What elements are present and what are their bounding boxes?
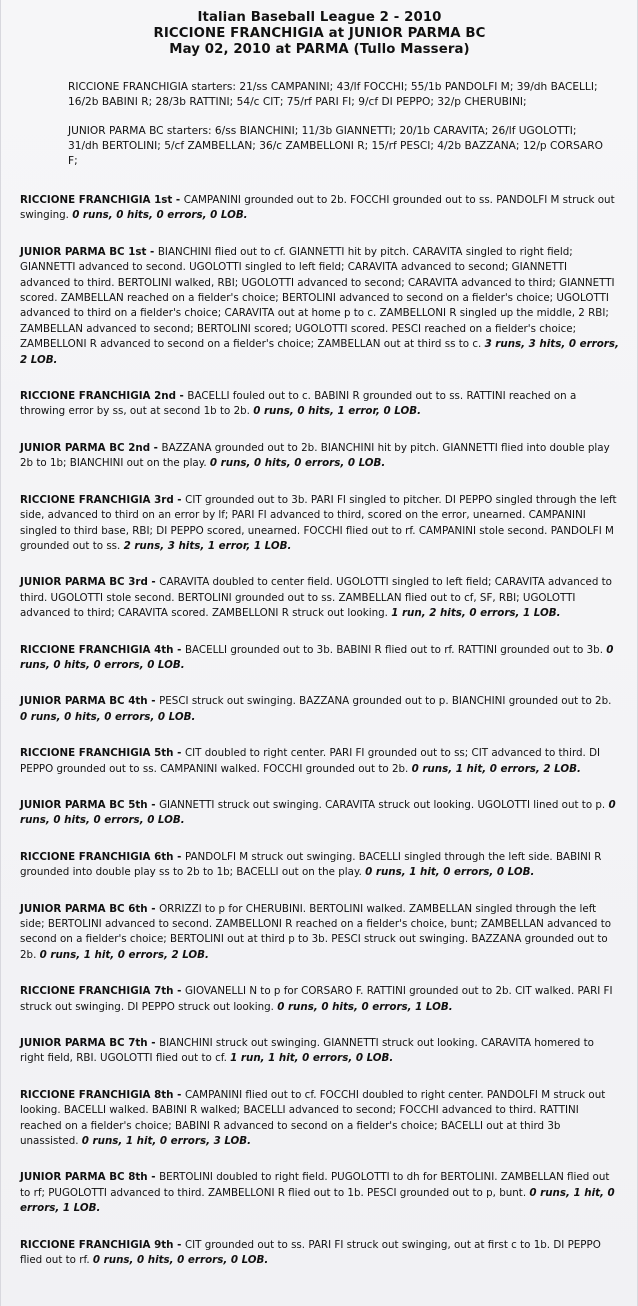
- inning-plays: PANDOLFI M struck out swinging. BACELLI singled through the left side. BABINI R grounded into double play ss to 2b to 1b; BACELLI out on the play.: [20, 850, 602, 879]
- inning-plays: CARAVITA doubled to center field. UGOLOTTI singled to left field; CARAVITA advanced to third. UGOLOTTI stole second. BERTOLINI grounded out to ss. ZAMBELLAN flied out to cf, SF, RBI; UGOLOTTI advanced to third; CARAVITA scored. ZAMBELLONI R struck out looking.: [20, 576, 612, 620]
- inning-summary: 0 runs, 1 hit, 0 errors, 3 LOB.: [81, 1135, 252, 1148]
- inning-label: RICCIONE FRANCHIGIA 5th -: [20, 747, 185, 760]
- matchup-title: RICCIONE FRANCHIGIA at JUNIOR PARMA BC: [153, 26, 486, 41]
- date-venue: May 02, 2010 at PARMA (Tullo Massera): [169, 42, 470, 57]
- inning-plays: BERTOLINI doubled to right field. PUGOLOTTI to dh for BERTOLINI. ZAMBELLAN flied out to rf; PUGOLOTTI advanced to third. ZAMBELLONI R flied out to 1b. PESCI grounded out to p, bunt.: [20, 1171, 610, 1199]
- inning-label: RICCIONE FRANCHIGIA 7th -: [20, 985, 185, 998]
- inning-plays: BIANCHINI struck out swinging. GIANNETTI struck out looking. CARAVITA homered to right field, RBI. UGOLOTTI flied out to cf.: [20, 1037, 594, 1065]
- inning-summary: 0 runs, 0 hits, 0 errors, 0 LOB.: [92, 1254, 269, 1267]
- inning-plays: CAMPANINI flied out to cf. FOCCHI doubled to right center. PANDOLFI M struck out looking. BACELLI walked. BABINI R walked; BACELLI advanced to second; FOCCHI advanced to third. RATTINI reached on a fielder's choice; BABINI R advanced to second on a fielder's choice; BACELLI out at third 3b unassisted.: [20, 1088, 606, 1148]
- inning-summary: 0 runs, 1 hit, 0 errors, 1 LOB.: [20, 1186, 615, 1215]
- inning-entry: [20, 850, 619, 881]
- inning-entry: [20, 694, 619, 725]
- inning-entry: [20, 798, 619, 829]
- inning-summary: 0 runs, 0 hits, 1 error, 0 LOB.: [253, 405, 421, 418]
- inning-summary: 3 runs, 3 hits, 0 errors, 2 LOB.: [20, 338, 619, 366]
- inning-entry: [20, 245, 619, 368]
- inning-summary: 0 runs, 0 hits, 0 errors, 0 LOB.: [20, 798, 616, 827]
- inning-label: RICCIONE FRANCHIGIA 8th -: [20, 1088, 185, 1101]
- inning-entry: [20, 575, 619, 621]
- inning-label: RICCIONE FRANCHIGIA 4th -: [20, 643, 185, 656]
- inning-plays: BACELLI fouled out to c. BABINI R grounded out to ss. RATTINI reached on a throwing error by ss, out at second 1b to 2b.: [20, 390, 577, 418]
- inning-summary: 0 runs, 1 hit, 0 errors, 2 LOB.: [411, 762, 581, 775]
- inning-label: JUNIOR PARMA BC 2nd -: [20, 441, 162, 454]
- inning-summary: 1 run, 2 hits, 0 errors, 1 LOB.: [391, 607, 561, 620]
- inning-entry: [20, 1036, 619, 1067]
- inning-plays: CIT doubled to right center. PARI FI grounded out to ss; CIT advanced to third. DI PEPPO grounded out to ss. CAMPANINI walked. FOCCHI grounded out to 2b.: [20, 747, 601, 775]
- inning-label: RICCIONE FRANCHIGIA 3rd -: [20, 493, 186, 506]
- play-by-play: [20, 193, 619, 1269]
- inning-label: RICCIONE FRANCHIGIA 9th -: [20, 1238, 185, 1251]
- inning-entry: [20, 1170, 619, 1216]
- inning-entry: [20, 746, 619, 777]
- inning-plays: GIOVANELLI N to p for CORSARO F. RATTINI grounded out to 2b. CIT walked. PARI FI struck out swinging. DI PEPPO struck out looking.: [20, 985, 613, 1013]
- inning-entry: [20, 389, 619, 420]
- inning-summary: 0 runs, 0 hits, 0 errors, 0 LOB.: [72, 209, 248, 222]
- inning-plays: CAMPANINI grounded out to 2b. FOCCHI grounded out to ss. PANDOLFI M struck out swinging.: [20, 194, 615, 222]
- inning-plays: ORRIZZI to p for CHERUBINI. BERTOLINI walked. ZAMBELLAN singled through the left side; BERTOLINI advanced to second. ZAMBELLONI R reached on a fielder's choice, bunt; ZAMBELLAN advanced to second on a fielder's choice; BERTOLINI out at third p to 3b. PESCI struck out swinging. BAZZANA grounded out to 2b.: [20, 902, 612, 961]
- inning-entry: [20, 1238, 619, 1269]
- inning-plays: CIT grounded out to ss. PARI FI struck out swinging, out at first c to 1b. DI PEPPO flied out to rf.: [20, 1238, 601, 1267]
- inning-summary: 0 runs, 0 hits, 0 errors, 1 LOB.: [277, 1000, 453, 1013]
- inning-summary: 1 run, 1 hit, 0 errors, 0 LOB.: [230, 1052, 394, 1065]
- inning-label: JUNIOR PARMA BC 4th -: [20, 695, 160, 708]
- inning-plays: CIT grounded out to 3b. PARI FI singled to pitcher. DI PEPPO singled through the left side, advanced to third on an error by lf; PARI FI advanced to third, scored on the error, unearned. CAMPANINI singled to third base, RBI; DI PEPPO scored, unearned. FOCCHI flied out to rf. CAMPANINI stole second. PANDOLFI M grounded out to ss.: [20, 493, 617, 552]
- inning-label: JUNIOR PARMA BC 6th -: [20, 902, 160, 915]
- inning-summary: 0 runs, 1 hit, 0 errors, 2 LOB.: [39, 948, 209, 961]
- inning-entry: [20, 984, 619, 1015]
- inning-entry: [20, 1088, 619, 1150]
- inning-label: JUNIOR PARMA BC 1st -: [20, 245, 158, 258]
- inning-summary: 0 runs, 0 hits, 0 errors, 0 LOB.: [20, 643, 614, 671]
- inning-label: JUNIOR PARMA BC 3rd -: [20, 576, 160, 589]
- inning-plays: BAZZANA grounded out to 2b. BIANCHINI hit by pitch. GIANNETTI flied into double play 2b to 1b; BIANCHINI out on the play.: [20, 441, 610, 470]
- inning-plays: PESCI struck out swinging. BAZZANA grounded out to p. BIANCHINI grounded out to 2b.: [159, 695, 612, 708]
- inning-plays: BIANCHINI flied out to cf. GIANNETTI hit by pitch. CARAVITA singled to right field; GIANNETTI advanced to second. UGOLOTTI singled to left field; CARAVITA advanced to second; GIANNETTI advanced to third. BERTOLINI walked, RBI; UGOLOTTI advanced to second; CARAVITA advanced to third; GIANNETTI scored. ZAMBELLAN reached on a fielder's choice; BERTOLINI advanced to second on a fielder's choice; UGOLOTTI advanced to third on a fielder's choice; CARAVITA out at home p to c. ZAMBELLONI R singled up the middle, 2 RBI; ZAMBELLAN advanced to second; BERTOLINI scored; UGOLOTTI scored. PESCI reached on a fielder's choice; ZAMBELLONI R advanced to second on a fielder's choice; ZAMBELLAN out at third ss to c.: [20, 245, 615, 351]
- inning-entry: [20, 441, 619, 472]
- inning-summary: 0 runs, 0 hits, 0 errors, 0 LOB.: [209, 457, 386, 470]
- inning-entry: [20, 493, 619, 555]
- league-title: Italian Baseball League 2 - 2010: [197, 10, 442, 25]
- visitor-starters: RICCIONE FRANCHIGIA starters: 21/ss CAMPANINI; 43/lf FOCCHI; 55/1b PANDOLFI M; 39/dh BACELLI; 16/2b BABINI R; 28/3b RATTINI; 54/c CIT; 75/rf PARI FI; 9/cf DI PEPPO; 32/p CHERUBINI;: [68, 81, 598, 108]
- home-starters: JUNIOR PARMA BC starters: 6/ss BIANCHINI; 11/3b GIANNETTI; 20/1b CARAVITA; 26/lf UGOLOTTI; 31/dh BERTOLINI; 5/cf ZAMBELLAN; 36/c ZAMBELLONI R; 15/rf PESCI; 4/2b BAZZANA; 12/p CORSARO F;: [68, 125, 603, 167]
- inning-label: JUNIOR PARMA BC 8th -: [20, 1171, 160, 1184]
- inning-label: RICCIONE FRANCHIGIA 6th -: [20, 850, 185, 863]
- inning-entry: [20, 643, 619, 674]
- starters-section: [68, 80, 607, 169]
- inning-summary: 0 runs, 1 hit, 0 errors, 0 LOB.: [365, 866, 535, 879]
- inning-entry: [20, 193, 619, 224]
- inning-label: JUNIOR PARMA BC 7th -: [20, 1037, 160, 1050]
- document-header: [20, 10, 619, 58]
- inning-label: RICCIONE FRANCHIGIA 1st -: [20, 194, 184, 206]
- inning-summary: 0 runs, 0 hits, 0 errors, 0 LOB.: [20, 710, 196, 723]
- inning-plays: BACELLI grounded out to 3b. BABINI R flied out to rf. RATTINI grounded out to 3b.: [184, 643, 607, 656]
- inning-summary: 2 runs, 3 hits, 1 error, 1 LOB.: [123, 539, 292, 552]
- inning-plays: GIANNETTI struck out swinging. CARAVITA struck out looking. UGOLOTTI lined out to p.: [159, 798, 609, 811]
- inning-entry: [20, 902, 619, 964]
- inning-label: RICCIONE FRANCHIGIA 2nd -: [20, 390, 188, 403]
- inning-label: JUNIOR PARMA BC 5th -: [20, 798, 160, 811]
